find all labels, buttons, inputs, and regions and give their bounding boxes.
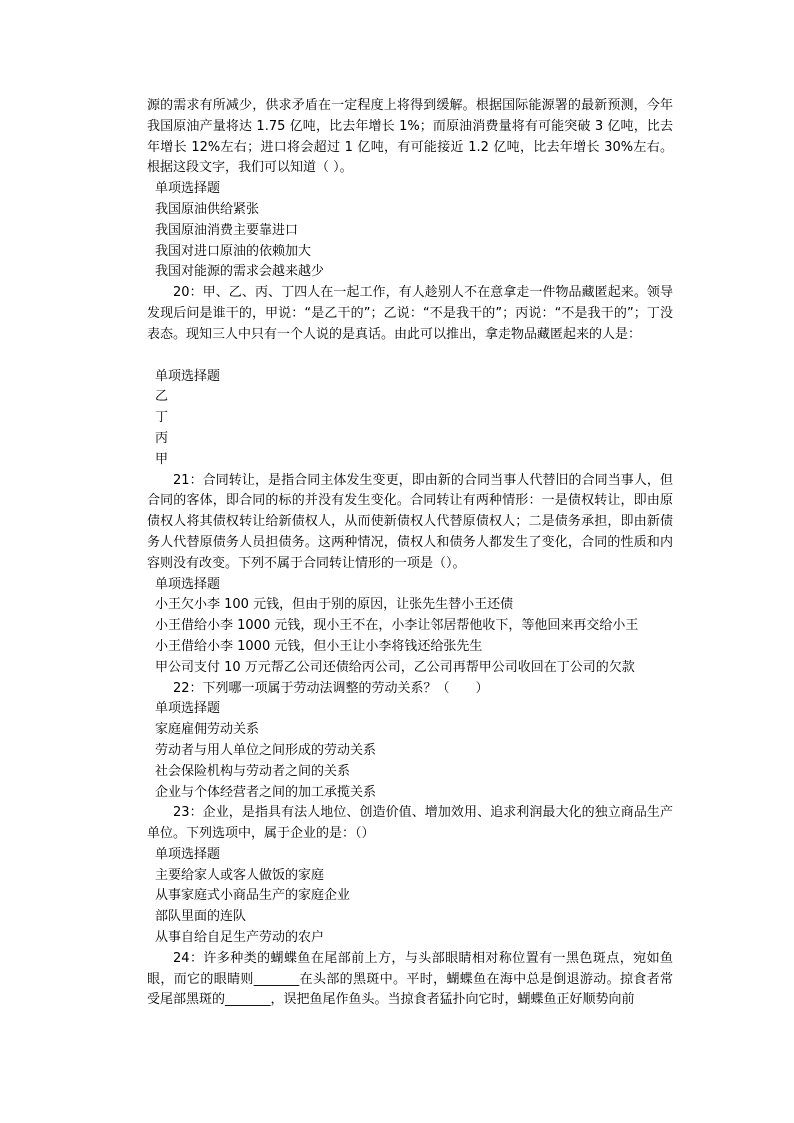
question-text-21: 21：合同转让，是指合同主体发生变更，即由新的合同当事人代替旧的合同当事人，但合同的客体，即合同的标的并没有发生变化。合同转让有两种情形：一是债权转让，即由原债权人将其债权转让给新债权人，从而使新债权人代替原债权人；二是债务承担，即由新债务人代替原债务人员担债务。这两种情况，债权人和债务人都发生了变化，合同的性质和内容则没有改变。下列不属于合同转让情形的一项是（）。 [147,472,673,571]
question-type-label: 单项选择题 [155,701,221,717]
question-type-label: 单项选择题 [155,368,221,384]
option-d: 从事自给自足生产劳动的农户 [155,930,325,946]
question-text-24-part2: 在头部的黑斑中。平时，蝴蝶鱼在海中总是倒退游动。掠食者常受尾部黑斑的 [147,971,673,1008]
option-c: 小王借给小李 1000 元钱，但小王让小李将钱还给张先生 [155,638,483,654]
question-text-24-part3: ，误把鱼尾作鱼头。当掠食者猛扑向它时，蝴蝶鱼正好顺势向前 [270,992,635,1008]
question-text-20: 20：甲、乙、丙、丁四人在一起工作，有人趁别人不在意拿走一件物品藏匿起来。领导发现后问是谁干的，甲说：“是乙干的”；乙说：“不是我干的”；丙说：“不是我干的”；丁没表态。现知三人中只有一个人说的是真话。由此可以推出，拿走物品藏匿起来的人是： [147,285,673,342]
option-c: 丙 [155,430,169,446]
option-a: 乙 [155,389,169,405]
document-body [147,96,687,1011]
option-c: 我国对进口原油的依赖加大 [155,243,312,259]
option-d: 甲 [155,451,169,467]
answer-blank-2: _______ [225,992,271,1008]
option-b: 我国原油消费主要靠进口 [155,222,299,238]
option-a: 主要给家人或客人做饭的家庭 [155,867,325,883]
question-text-24-part1: 24：许多种类的蝴蝶鱼在尾部前上方，与头部眼睛相对称位置有一黑色斑点，宛如鱼眼，而它的眼睛则 [147,950,673,987]
option-a: 家庭雇佣劳动关系 [155,722,260,738]
question-type-label: 单项选择题 [155,846,221,862]
option-a: 我国原油供给紧张 [155,201,260,217]
question-text-intro: 源的需求有所减少，供求矛盾在一定程度上将得到缓解。根据国际能源署的最新预测，今年我国原油产量将达 1.75 亿吨，比去年增长 1%；而原油消费量将有可能突破 3 亿吨，比去 年增长 12%左右；进口将会超过 1 亿吨，有可能接近 1.2 亿吨，比去年增长 30%左右。根据这段文字，我们可以知道（ ）。 [147,98,687,176]
option-b: 小王借给小李 1000 元钱，现小王不在，小李让邻居帮他收下，等他回来再交给小王 [155,618,639,634]
question-type-label: 单项选择题 [155,576,221,592]
option-d: 我国对能源的需求会越来越少 [155,264,325,280]
question-text-22: 22：下列哪一项属于劳动法调整的劳动关系？（ ） [173,680,489,696]
option-b: 从事家庭式小商品生产的家庭企业 [155,888,351,904]
option-d: 甲公司支付 10 万元帮乙公司还债给丙公司，乙公司再帮甲公司收回在丁公司的欠款 [155,659,635,675]
question-text-23: 23：企业，是指具有法人地位、创造价值、增加效用、追求利润最大化的独立商品生产单位。下列选项中，属于企业的是：（） [147,805,673,842]
option-c: 部队里面的连队 [155,909,247,925]
question-type-label: 单项选择题 [155,181,221,197]
spacer [147,346,673,367]
question-text-24 [147,949,673,1011]
option-a: 小王欠小李 100 元钱，但由于别的原因，让张先生替小王还债 [155,597,514,613]
option-b: 劳动者与用人单位之间形成的劳动关系 [155,742,377,758]
option-b: 丁 [155,410,169,426]
option-d: 企业与个体经营者之间的加工承揽关系 [155,784,377,800]
option-c: 社会保险机构与劳动者之间的关系 [155,763,351,779]
answer-blank-1: _______ [253,971,300,987]
